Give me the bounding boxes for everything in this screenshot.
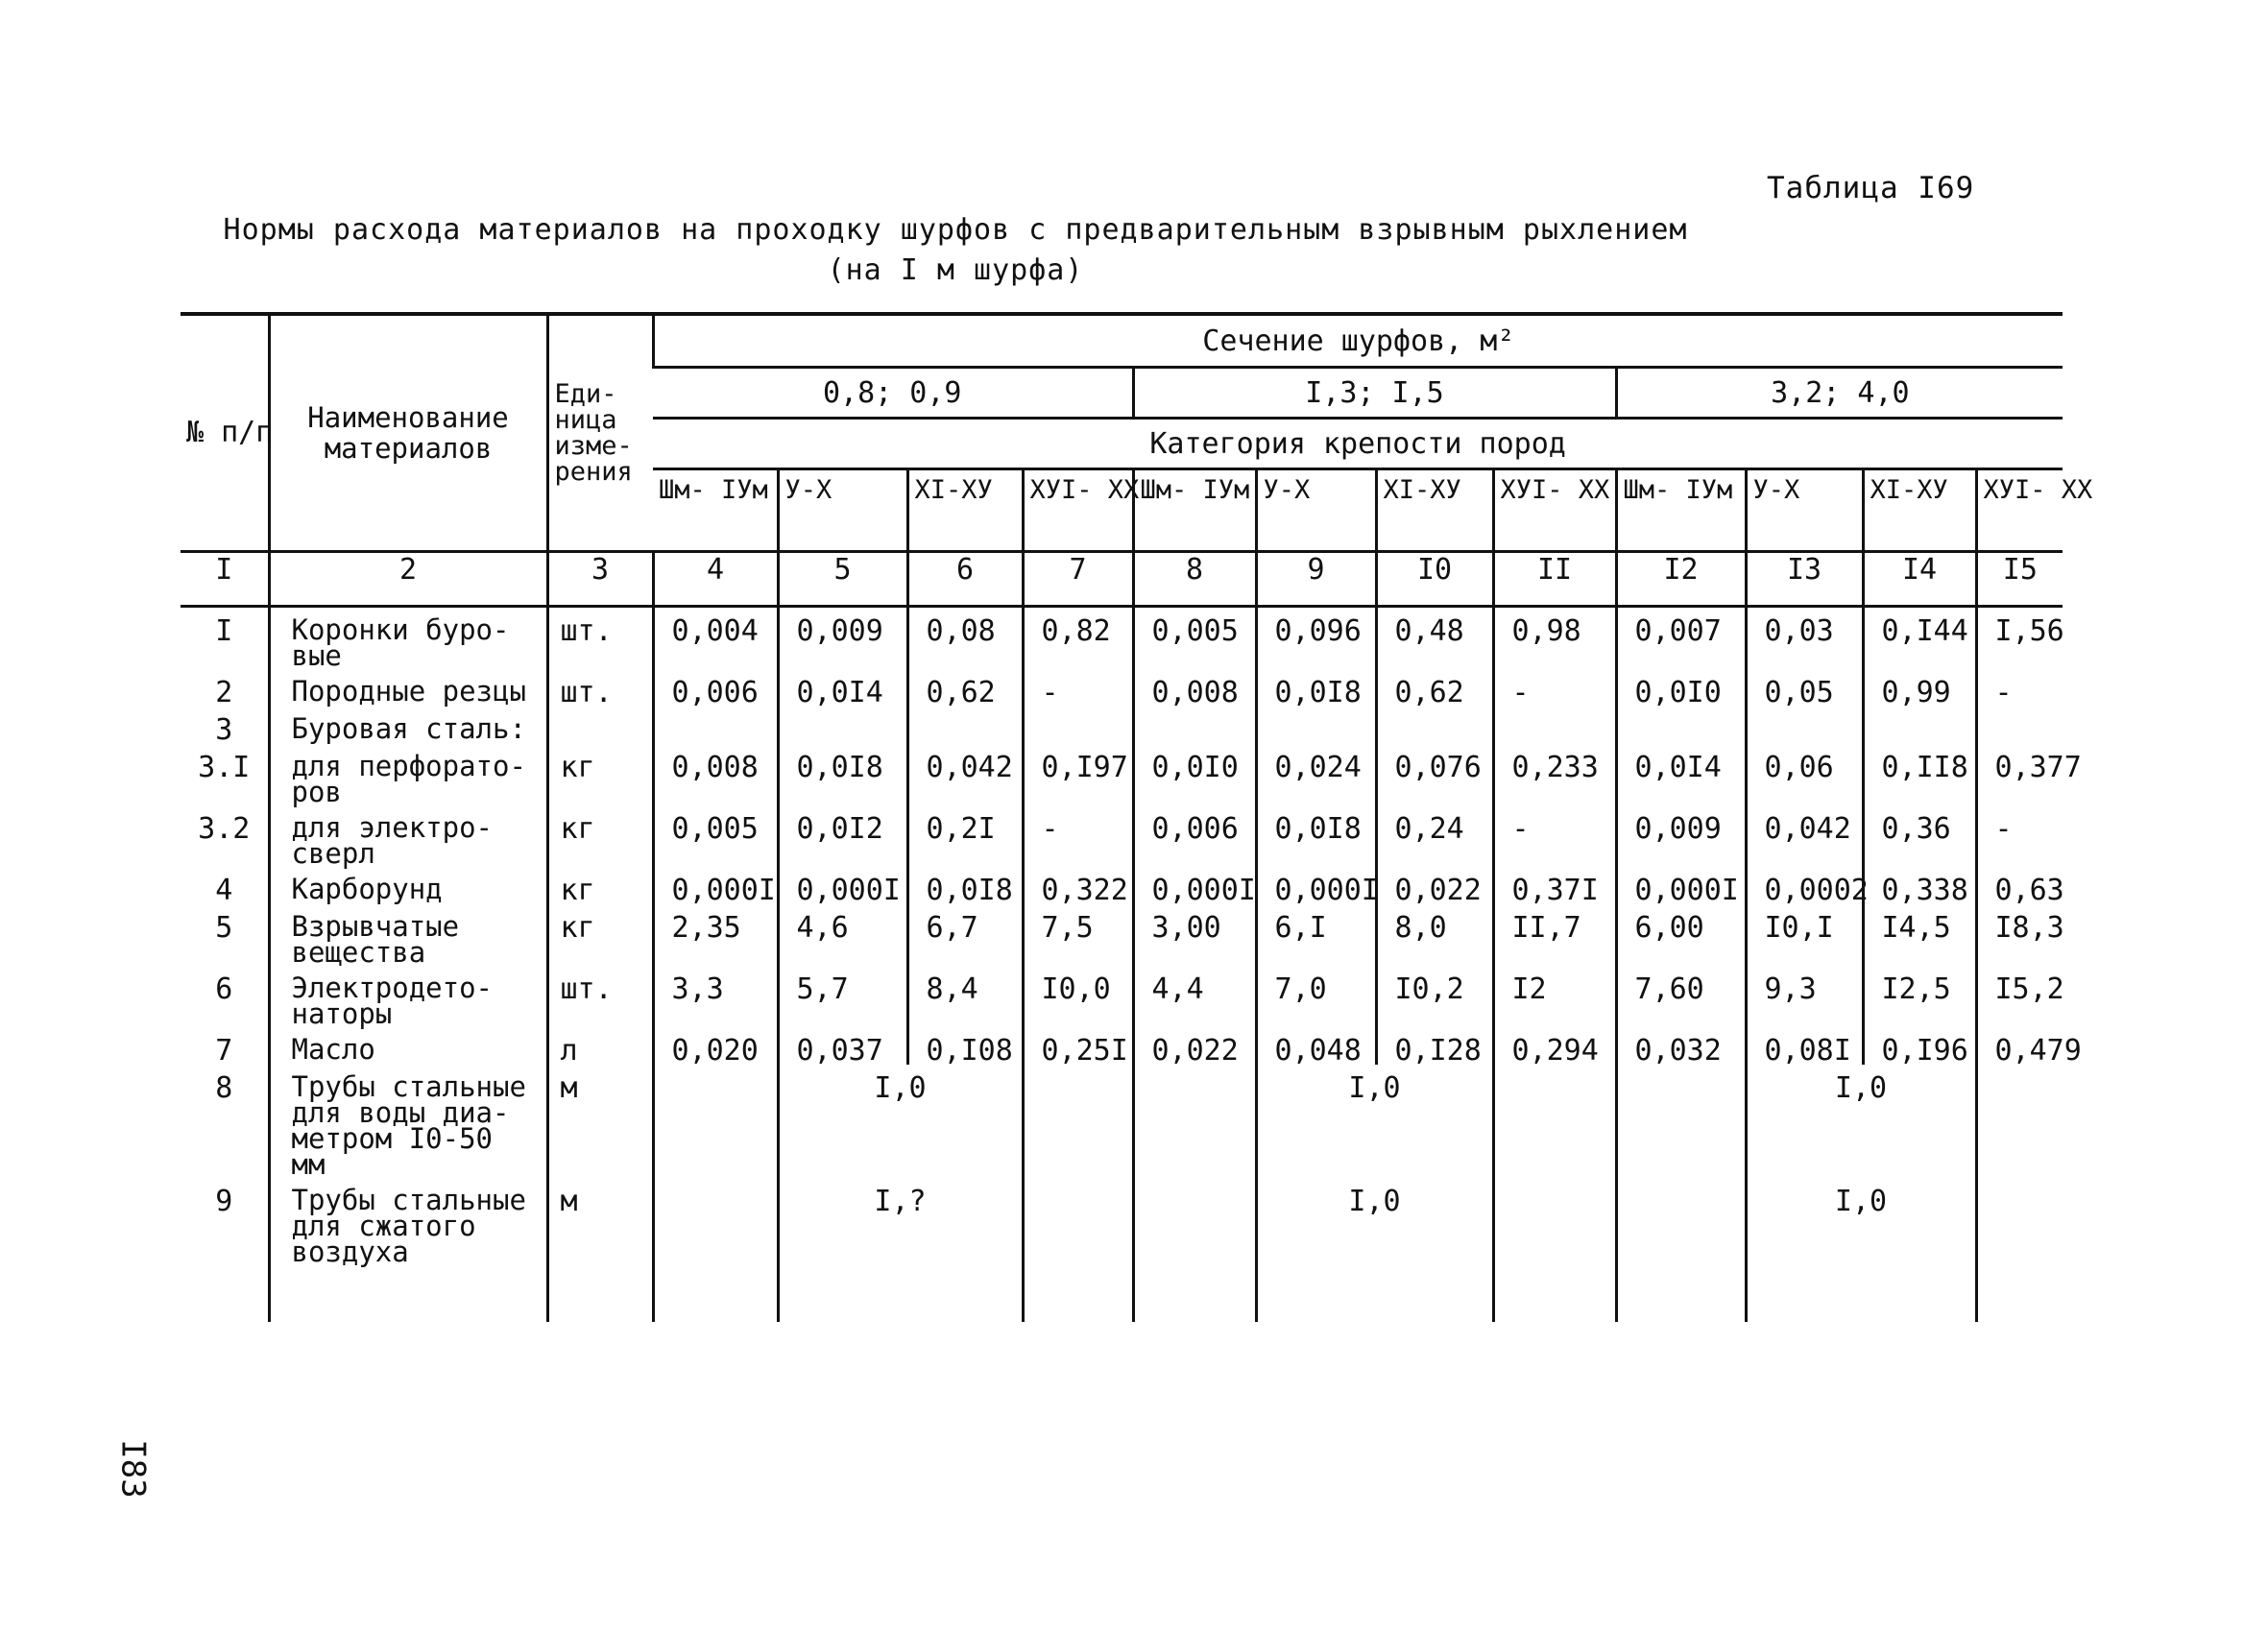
value-cell: 0,022: [1376, 867, 1493, 904]
value-cell: 0,322: [1023, 867, 1133, 904]
value-cell: 0,63: [1976, 867, 2063, 904]
col-header-name: Наименование материалов: [269, 314, 547, 552]
value-cell: -: [1493, 805, 1616, 867]
value-cell: 0,36: [1863, 805, 1976, 867]
empty-cell: [653, 1178, 778, 1322]
table-title: Нормы расхода материалов на проходку шурфов с предварительным взрывным рыхлением: [223, 213, 1688, 247]
value-cell: 4,6: [778, 904, 907, 966]
value-cell: [1376, 707, 1493, 744]
value-cell: 0,08I: [1746, 1027, 1863, 1065]
value-cell: 0,I96: [1863, 1027, 1976, 1065]
value-cell: II,7: [1493, 904, 1616, 966]
rock-category-header: XУI- XX: [1493, 469, 1616, 552]
value-cell: 0,000I: [1133, 867, 1256, 904]
rock-category-header: XI-XУ: [1863, 469, 1976, 552]
value-cell: 0,233: [1493, 744, 1616, 805]
value-cell: 0,0I8: [907, 867, 1023, 904]
group-header: I,3; I,5: [1133, 368, 1616, 419]
group-value-cell: I,0: [1256, 1178, 1493, 1322]
value-cell: 0,I44: [1863, 607, 1976, 670]
value-cell: 0,2I: [907, 805, 1023, 867]
value-cell: 0,0I4: [1616, 744, 1746, 805]
empty-cell: [1133, 1178, 1256, 1322]
value-cell: -: [1023, 805, 1133, 867]
value-cell: 5,7: [778, 966, 907, 1027]
col-header-no: № п/п: [181, 314, 269, 552]
group-value-cell: I,?: [778, 1178, 1023, 1322]
value-cell: 0,338: [1863, 867, 1976, 904]
row-number: 3: [215, 713, 233, 747]
value-cell: I0,2: [1376, 966, 1493, 1027]
material-name: Масло: [269, 1027, 547, 1065]
value-cell: 0,005: [1133, 607, 1256, 670]
row-number: 2: [215, 676, 233, 709]
category-header: Категория крепости пород: [653, 419, 2063, 469]
group-value-cell: I,0: [778, 1065, 1023, 1178]
value-cell: 0,004: [653, 607, 778, 670]
value-cell: [653, 707, 778, 744]
value-cell: 0,008: [1133, 669, 1256, 707]
value-cell: 0,009: [778, 607, 907, 670]
material-name: Карборунд: [269, 867, 547, 904]
unit-cell: м: [547, 1178, 653, 1322]
column-index: 9: [1256, 552, 1376, 607]
table-row: [181, 966, 2063, 1027]
empty-cell: [1493, 1178, 1616, 1322]
value-cell: 0,37I: [1493, 867, 1616, 904]
column-index: I: [181, 552, 269, 607]
value-cell: 0,0I0: [1133, 744, 1256, 805]
row-number: 9: [215, 1185, 233, 1218]
value-cell: I,56: [1976, 607, 2063, 670]
rock-category-header: XУI- XX: [1023, 469, 1133, 552]
row-number: 8: [215, 1071, 233, 1105]
material-name: Трубы стальные для сжатого воздуха: [269, 1178, 547, 1322]
row-number: 3.I: [198, 751, 251, 784]
group-header: 3,2; 4,0: [1616, 368, 2063, 419]
value-cell: 0,0I8: [1256, 669, 1376, 707]
value-cell: [907, 707, 1023, 744]
value-cell: 4,4: [1133, 966, 1256, 1027]
rock-category-header: XI-XУ: [907, 469, 1023, 552]
material-name: Взрывчатые вещества: [269, 904, 547, 966]
value-cell: 0,98: [1493, 607, 1616, 670]
section-header: Сечение шурфов, м²: [653, 314, 2063, 368]
rock-category-header: У-Х: [1256, 469, 1376, 552]
value-cell: 0,05: [1746, 669, 1863, 707]
material-name: Трубы стальные для воды диа- метром I0-50 мм: [269, 1065, 547, 1178]
value-cell: 0,022: [1133, 1027, 1256, 1065]
table-row: [181, 805, 2063, 867]
value-cell: 0,000I: [1616, 867, 1746, 904]
value-cell: 0,042: [1746, 805, 1863, 867]
value-cell: 0,62: [907, 669, 1023, 707]
value-cell: [1023, 707, 1133, 744]
table-row: [181, 1065, 2063, 1178]
rock-category-header: XI-XУ: [1376, 469, 1493, 552]
value-cell: 0,006: [653, 669, 778, 707]
value-cell: -: [1976, 669, 2063, 707]
column-index: 6: [907, 552, 1023, 607]
column-index: I3: [1746, 552, 1863, 607]
value-cell: 0,II8: [1863, 744, 1976, 805]
value-cell: 0,0I8: [1256, 805, 1376, 867]
unit-cell: кг: [547, 805, 653, 867]
value-cell: 0,000I: [653, 867, 778, 904]
material-name: Породные резцы: [269, 669, 547, 707]
value-cell: I5,2: [1976, 966, 2063, 1027]
empty-cell: [1616, 1178, 1746, 1322]
rock-category-header: У-Х: [778, 469, 907, 552]
value-cell: 0,06: [1746, 744, 1863, 805]
value-cell: 9,3: [1746, 966, 1863, 1027]
material-name: Буровая сталь:: [269, 707, 547, 744]
group-value-cell: I,0: [1746, 1065, 1976, 1178]
table-row: [181, 744, 2063, 805]
rock-category-header: У-Х: [1746, 469, 1863, 552]
column-index: I4: [1863, 552, 1976, 607]
value-cell: 0,08: [907, 607, 1023, 670]
empty-cell: [653, 1065, 778, 1178]
unit-cell: кг: [547, 744, 653, 805]
value-cell: I0,0: [1023, 966, 1133, 1027]
value-cell: 0,000I: [1256, 867, 1376, 904]
value-cell: [1256, 707, 1376, 744]
value-cell: 3,00: [1133, 904, 1256, 966]
materials-norms-table: [181, 312, 2093, 1322]
value-cell: 6,7: [907, 904, 1023, 966]
value-cell: 0,096: [1256, 607, 1376, 670]
value-cell: [1863, 707, 1976, 744]
value-cell: 0,24: [1376, 805, 1493, 867]
rock-category-header: Шм- IУм: [653, 469, 778, 552]
value-cell: 8,0: [1376, 904, 1493, 966]
column-index: 7: [1023, 552, 1133, 607]
empty-cell: [1493, 1065, 1616, 1178]
unit-cell: кг: [547, 904, 653, 966]
row-number: 5: [215, 911, 233, 945]
value-cell: 0,03: [1746, 607, 1863, 670]
value-cell: 0,I08: [907, 1027, 1023, 1065]
value-cell: 0,008: [653, 744, 778, 805]
value-cell: 0,82: [1023, 607, 1133, 670]
empty-cell: [1023, 1065, 1133, 1178]
row-number: 6: [215, 972, 233, 1006]
row-number: I: [215, 614, 233, 648]
table-row: [181, 607, 2063, 670]
rock-category-header: XУI- XX: [1976, 469, 2063, 552]
material-name: Коронки буро- вые: [269, 607, 547, 670]
value-cell: [1493, 707, 1616, 744]
column-index: I0: [1376, 552, 1493, 607]
value-cell: 0,0002: [1746, 867, 1863, 904]
value-cell: 0,042: [907, 744, 1023, 805]
group-value-cell: I,0: [1256, 1065, 1493, 1178]
empty-cell: [1023, 1178, 1133, 1322]
row-number: 3.2: [198, 812, 251, 846]
value-cell: 0,007: [1616, 607, 1746, 670]
value-cell: -: [1976, 805, 2063, 867]
empty-cell: [1976, 1065, 2063, 1178]
value-cell: 0,009: [1616, 805, 1746, 867]
value-cell: 0,006: [1133, 805, 1256, 867]
unit-cell: шт.: [547, 607, 653, 670]
value-cell: 0,048: [1256, 1027, 1376, 1065]
table-row: [181, 707, 2063, 744]
value-cell: 0,25I: [1023, 1027, 1133, 1065]
unit-cell: л: [547, 1027, 653, 1065]
empty-cell: [1976, 1178, 2063, 1322]
value-cell: 0,62: [1376, 669, 1493, 707]
rock-category-header: Шм- IУм: [1616, 469, 1746, 552]
value-cell: 7,5: [1023, 904, 1133, 966]
column-index: I2: [1616, 552, 1746, 607]
table-row: [181, 1027, 2063, 1065]
table-number: Таблица I69: [1767, 171, 1975, 205]
unit-cell: [547, 707, 653, 744]
column-index: 5: [778, 552, 907, 607]
table-row: [181, 669, 2063, 707]
value-cell: 0,99: [1863, 669, 1976, 707]
value-cell: 0,024: [1256, 744, 1376, 805]
column-index: I5: [1976, 552, 2063, 607]
value-cell: I4,5: [1863, 904, 1976, 966]
value-cell: 8,4: [907, 966, 1023, 1027]
value-cell: -: [1493, 669, 1616, 707]
value-cell: [1976, 707, 2063, 744]
value-cell: [1616, 707, 1746, 744]
value-cell: [1133, 707, 1256, 744]
value-cell: 0,479: [1976, 1027, 2063, 1065]
value-cell: 6,00: [1616, 904, 1746, 966]
value-cell: [778, 707, 907, 744]
empty-cell: [1616, 1065, 1746, 1178]
value-cell: 0,294: [1493, 1027, 1616, 1065]
row-number: 4: [215, 874, 233, 907]
value-cell: 0,032: [1616, 1027, 1746, 1065]
value-cell: 3,3: [653, 966, 778, 1027]
value-cell: -: [1023, 669, 1133, 707]
value-cell: 0,0I0: [1616, 669, 1746, 707]
column-index: II: [1493, 552, 1616, 607]
value-cell: I0,I: [1746, 904, 1863, 966]
value-cell: 0,I97: [1023, 744, 1133, 805]
unit-cell: шт.: [547, 966, 653, 1027]
table-subtitle: (на I м шурфа): [827, 253, 1084, 287]
value-cell: 0,0I8: [778, 744, 907, 805]
value-cell: 7,60: [1616, 966, 1746, 1027]
group-header: 0,8; 0,9: [653, 368, 1133, 419]
rock-category-header: Шм- IУм: [1133, 469, 1256, 552]
value-cell: I2: [1493, 966, 1616, 1027]
value-cell: 0,076: [1376, 744, 1493, 805]
value-cell: 0,037: [778, 1027, 907, 1065]
value-cell: 0,48: [1376, 607, 1493, 670]
row-number: 7: [215, 1034, 233, 1068]
value-cell: I8,3: [1976, 904, 2063, 966]
value-cell: 0,020: [653, 1027, 778, 1065]
value-cell: 0,0I2: [778, 805, 907, 867]
value-cell: 0,000I: [778, 867, 907, 904]
value-cell: 7,0: [1256, 966, 1376, 1027]
material-name: для электро- сверл: [269, 805, 547, 867]
unit-cell: шт.: [547, 669, 653, 707]
value-cell: 0,I28: [1376, 1027, 1493, 1065]
column-index: 3: [547, 552, 653, 607]
material-name: Электродето- наторы: [269, 966, 547, 1027]
value-cell: [1746, 707, 1863, 744]
column-index: 4: [653, 552, 778, 607]
table-row: [181, 904, 2063, 966]
value-cell: 2,35: [653, 904, 778, 966]
unit-cell: кг: [547, 867, 653, 904]
col-header-unit: Еди- ница изме- рения: [547, 314, 653, 552]
value-cell: 0,005: [653, 805, 778, 867]
value-cell: I2,5: [1863, 966, 1976, 1027]
value-cell: 0,0I4: [778, 669, 907, 707]
table-row: [181, 1178, 2063, 1322]
value-cell: 6,I: [1256, 904, 1376, 966]
column-index: 8: [1133, 552, 1256, 607]
column-index: 2: [269, 552, 547, 607]
unit-cell: м: [547, 1065, 653, 1178]
group-value-cell: I,0: [1746, 1178, 1976, 1322]
value-cell: 0,377: [1976, 744, 2063, 805]
material-name: для перфорато- ров: [269, 744, 547, 805]
empty-cell: [1133, 1065, 1256, 1178]
page-number: I83: [113, 1439, 153, 1499]
table-row: [181, 867, 2063, 904]
